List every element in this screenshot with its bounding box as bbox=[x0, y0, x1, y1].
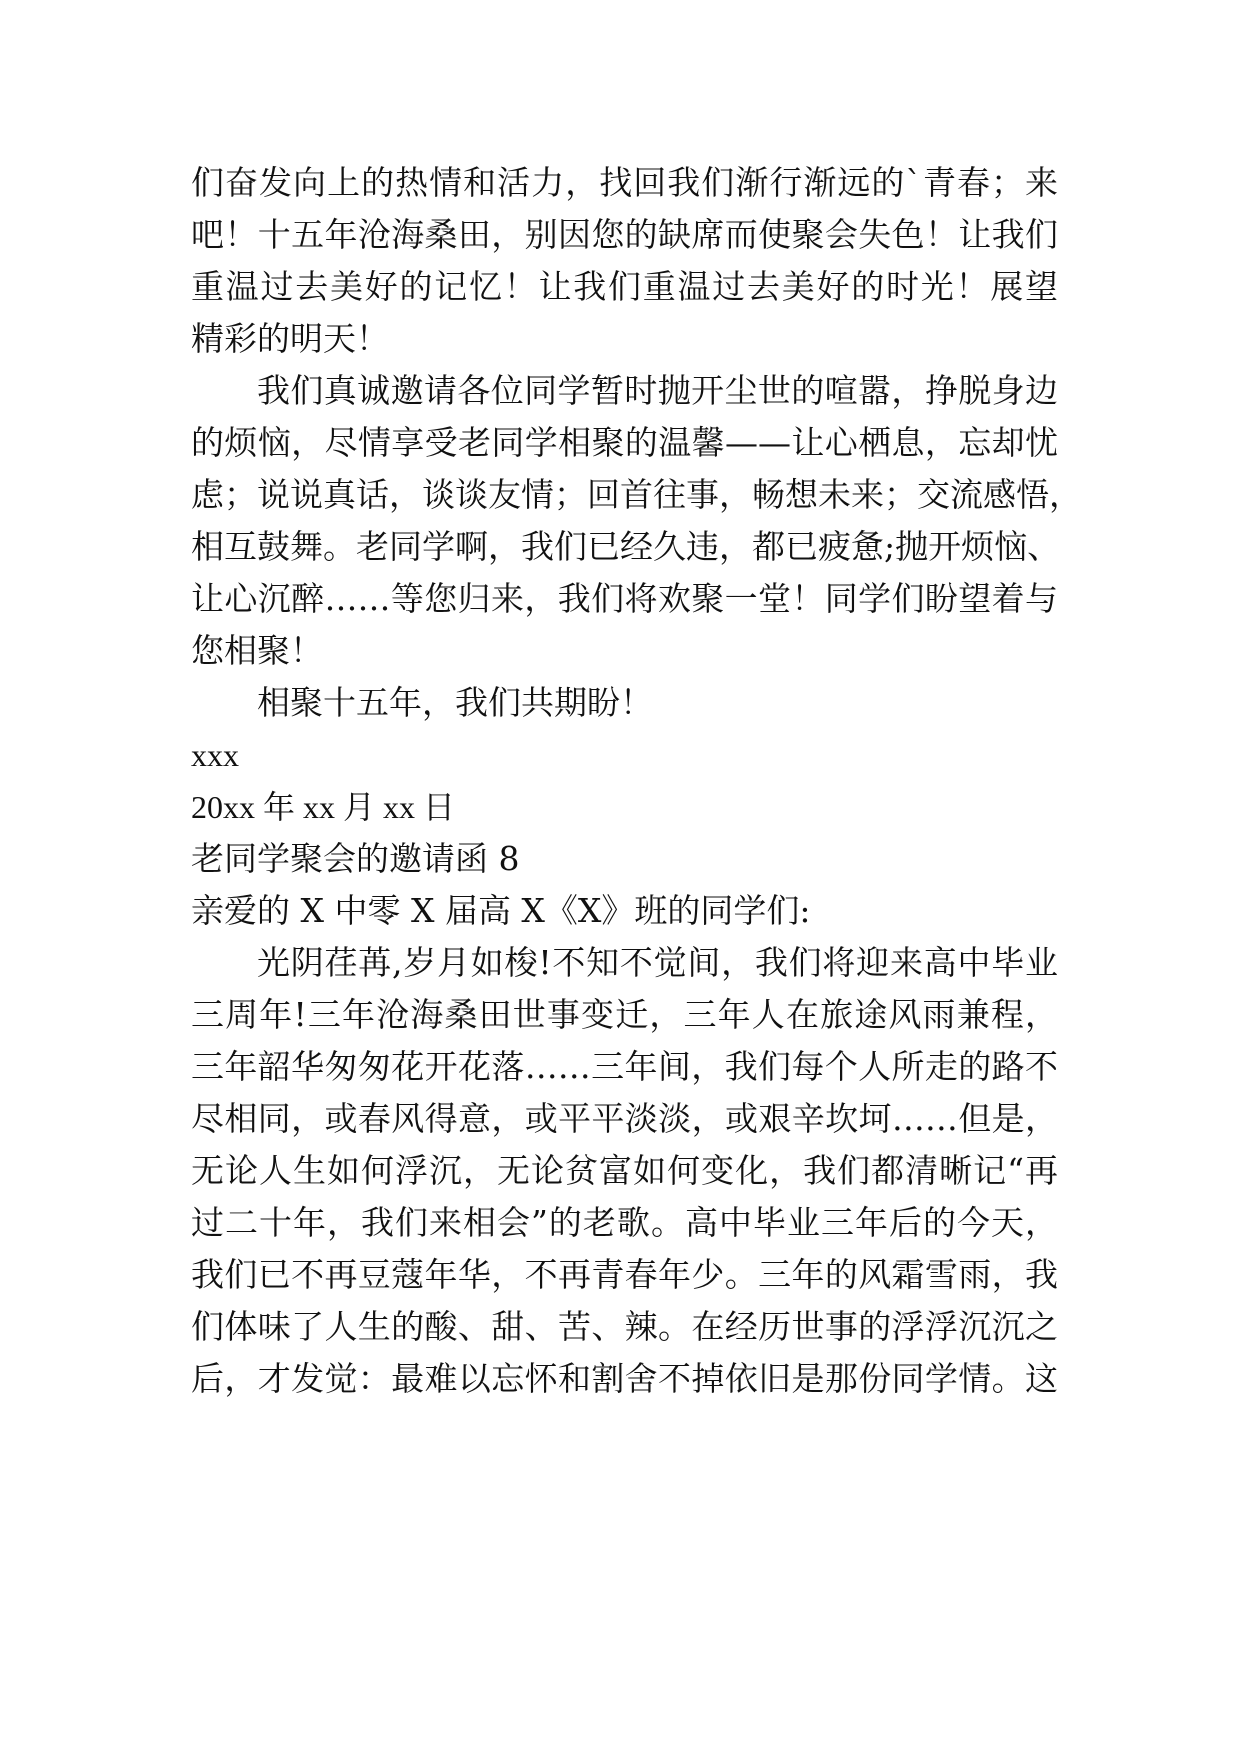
section-title bbox=[191, 833, 1058, 885]
text-line: 光阴荏苒,岁月如梭!不知不觉间，我们将迎来高中毕业 bbox=[257, 943, 1058, 982]
text-line: 亲爱的 X 中零 X 届高 X《X》班的同学们: bbox=[191, 891, 811, 930]
signature-date bbox=[191, 781, 1058, 833]
text-line: 们体味了人生的酸、甜、苦、辣。在经历世事的浮浮沉沉之 bbox=[191, 1307, 1058, 1346]
text-line: 老同学聚会的邀请函 8 bbox=[191, 839, 520, 878]
paragraph bbox=[191, 677, 1058, 729]
text-line: 无论人生如何浮沉，无论贫富如何变化，我们都清晰记“再 bbox=[191, 1151, 1058, 1190]
paragraph bbox=[191, 157, 1058, 365]
text-line: 您相聚！ bbox=[191, 631, 323, 670]
paragraph bbox=[191, 937, 1058, 1405]
text-line: 20xx 年 xx 月 xx 日 bbox=[191, 789, 456, 825]
text-line: 重温过去美好的记忆！让我们重温过去美好的时光！展望 bbox=[191, 267, 1058, 306]
salutation bbox=[191, 885, 1058, 937]
document-page bbox=[191, 157, 1082, 1405]
signature-name bbox=[191, 729, 1058, 781]
text-line: 我们真诚邀请各位同学暂时抛开尘世的喧嚣，挣脱身边 bbox=[257, 371, 1058, 410]
paragraph bbox=[191, 365, 1082, 677]
text-line: xxx bbox=[191, 737, 239, 773]
text-line: 过二十年，我们来相会”的老歌。高中毕业三年后的今天， bbox=[191, 1203, 1058, 1242]
text-line: 尽相同，或春风得意，或平平淡淡，或艰辛坎坷……但是， bbox=[191, 1099, 1058, 1138]
text-line: 精彩的明天！ bbox=[191, 319, 389, 358]
text-line: 三周年!三年沧海桑田世事变迁，三年人在旅途风雨兼程， bbox=[191, 995, 1058, 1034]
text-line: 我们已不再豆蔻年华，不再青春年少。三年的风霜雪雨，我 bbox=[191, 1255, 1058, 1294]
text-line: 相互鼓舞。老同学啊，我们已经久违，都已疲惫;抛开烦恼、 bbox=[191, 527, 1061, 566]
text-line: 让心沉醉……等您归来，我们将欢聚一堂！同学们盼望着与 bbox=[191, 579, 1058, 618]
text-line: 们奋发向上的热情和活力，找回我们渐行渐远的`青春；来 bbox=[191, 163, 1058, 202]
text-line: 后，才发觉：最难以忘怀和割舍不掉依旧是那份同学情。这 bbox=[191, 1359, 1058, 1398]
text-line: 三年韶华匆匆花开花落……三年间，我们每个人所走的路不 bbox=[191, 1047, 1058, 1086]
text-line: 的烦恼，尽情享受老同学相聚的温馨——让心栖息，忘却忧 bbox=[191, 423, 1058, 462]
text-line: 虑；说说真话，谈谈友情；回首往事，畅想未来；交流感悟， bbox=[191, 475, 1082, 514]
text-line: 相聚十五年，我们共期盼！ bbox=[257, 683, 653, 722]
text-line: 吧！十五年沧海桑田，别因您的缺席而使聚会失色！让我们 bbox=[191, 215, 1058, 254]
